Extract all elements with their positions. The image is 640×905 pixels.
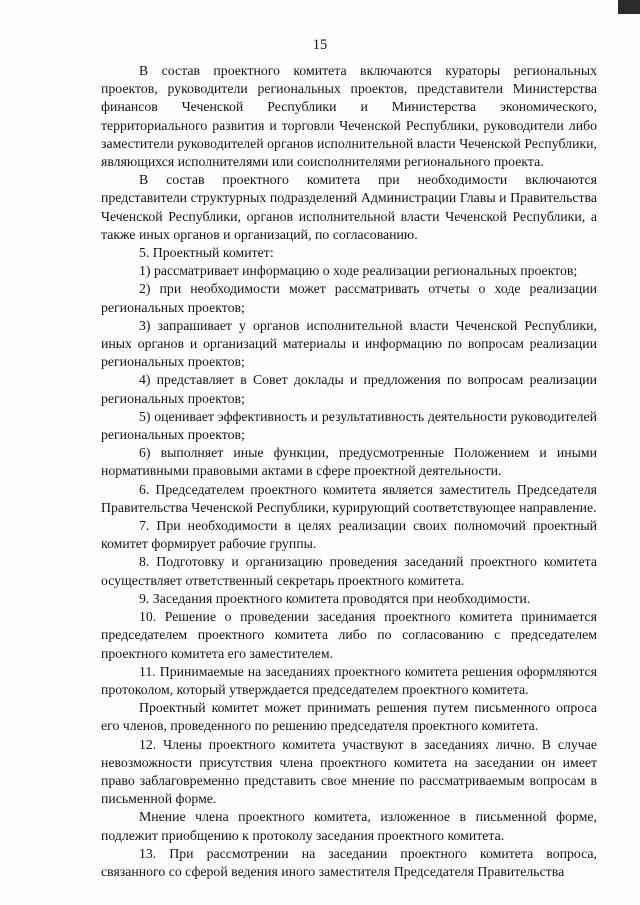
paragraph: В состав проектного комитета при необходимости включаются представители структурных подразделений Администрации Главы и Правительства Чеченской Республики, органов исполнительной власти Чеченской Республики, а также иных органов и организаций, по согласованию. xyxy=(101,172,597,242)
paragraph: 1) рассматривает информацию о ходе реализации региональных проектов; xyxy=(139,263,578,279)
paragraph: 9. Заседания проектного комитета проводятся при необходимости. xyxy=(139,590,531,606)
paragraph: 12. Члены проектного комитета участвуют в заседаниях лично. В случае невозможности присутствия члена проектного комитета на заседании он имеет право заблаговременно представить свое мнение по рассматриваемым вопросам в письменной форме. xyxy=(101,736,597,807)
paragraph: 2) при необходимости может рассматривать отчеты о ходе реализации региональных проектов; xyxy=(101,281,597,315)
paragraph: В состав проектного комитета включаются кураторы региональных проектов, руководители региональных проектов, представители Министерства финансов Чеченской Республики и Министерства экономического, территориального развития и торговли Чеченской Республики, руководители либо заместители руководителей органов исполнительной власти Чеченской Республики, являющихся исполнителями или соисполнителями регионального проекта. xyxy=(101,63,597,170)
page-number: 15 xyxy=(312,37,328,53)
paragraph: 6) выполняет иные функции, предусмотренные Положением и иными нормативными правовыми актами в сфере проектной деятельности. xyxy=(101,445,597,479)
paragraph: 5. Проектный комитет: xyxy=(139,245,274,261)
paragraph: 4) представляет в Совет доклады и предложения по вопросам реализации региональных проектов; xyxy=(101,372,597,406)
paragraph: 3) запрашивает у органов исполнительной власти Чеченской Республики, иных органов и организаций материалы и информацию по вопросам реализации региональных проектов; xyxy=(101,317,597,370)
paragraph: 11. Принимаемые на заседаниях проектного комитета решения оформляются протоколом, который утверждается председателем проектного комитета. xyxy=(101,663,597,697)
document-body xyxy=(101,62,597,881)
paragraph: 7. При необходимости в целях реализации своих полномочий проектный комитет формирует рабочие группы. xyxy=(101,518,597,552)
paragraph: 10. Решение о проведении заседания проектного комитета принимается председателем проектного комитета либо по согласованию с председателем проектного комитета его заместителем. xyxy=(101,609,597,661)
paragraph: 6. Председателем проектного комитета является заместитель Председателя Правительства Чеченской Республики, курирующий соответствующее направление. xyxy=(101,481,597,515)
paragraph: 8. Подготовку и организацию проведения заседаний проектного комитета осуществляет ответственный секретарь проектного комитета. xyxy=(101,554,597,588)
paragraph: 13. При рассмотрении на заседании проектного комитета вопроса, связанного со сферой ведения иного заместителя Председателя Правительства xyxy=(101,845,597,879)
paragraph: Проектный комитет может принимать решения путем письменного опроса его членов, проведенного по решению председателя проектного комитета. xyxy=(101,700,597,734)
scan-corner-mark xyxy=(618,0,640,14)
paragraph: 5) оценивает эффективность и результативность деятельности руководителей региональных проектов; xyxy=(101,408,597,443)
paragraph: Мнение члена проектного комитета, изложенное в письменной форме, подлежит приобщению к протоколу заседания проектного комитета. xyxy=(101,809,597,843)
